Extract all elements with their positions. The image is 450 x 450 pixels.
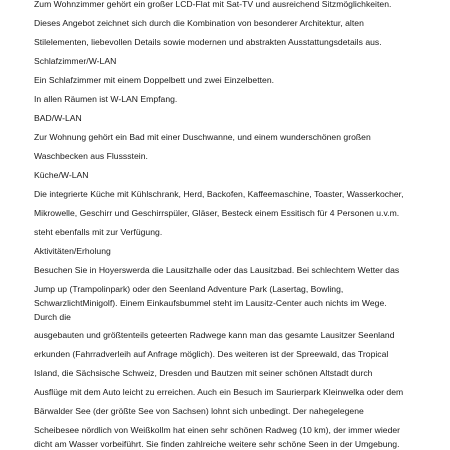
text-line: steht ebenfalls mit zur Verfügung.	[34, 227, 163, 237]
text-line: Dieses Angebot zeichnet sich durch die Kombination von besonderer Architektur, alten	[34, 18, 364, 28]
text-line: Zum Wohnzimmer gehört ein großer LCD-Flat mit Sat-TV und ausreichend Sitzmöglichkeiten.	[34, 0, 392, 9]
text-line: Die integrierte Küche mit Kühlschrank, Herd, Backofen, Kaffeemaschine, Toaster, Wasserkocher,	[34, 189, 404, 199]
text-line: Waschbecken aus Flussstein.	[34, 151, 148, 161]
text-line: Scheibesee nördlich von Weißkollm hat einen sehr schönen Radweg (10 km), der immer wieder	[34, 425, 401, 435]
text-line: Island, die Sächsische Schweiz, Dresden und Bautzen mit seiner schönen Altstadt durch	[34, 368, 373, 378]
text-line: Besuchen Sie in Hoyerswerda die Lausitzhalle oder das Lausitzbad. Bei schlechtem Wetter das	[34, 265, 400, 275]
section-heading-schlafzimmer: Schlafzimmer/W-LAN	[34, 56, 117, 66]
text-line: Ausflüge mit dem Auto leicht zu erreichen. Auch ein Besuch im Saurierpark Kleinwelka oder dem	[34, 387, 404, 397]
section-heading-bad: BAD/W-LAN	[34, 113, 82, 123]
text-line: Ein Schlafzimmer mit einem Doppelbett und zwei Einzelbetten.	[34, 75, 275, 85]
text-line: ausgebauten und größtenteils geteerten Radwege kann man das gesamte Lausitzer Seenland	[34, 330, 395, 340]
text-line: In allen Räumen ist W-LAN Empfang.	[34, 94, 178, 104]
section-heading-kueche: Küche/W-LAN	[34, 170, 89, 180]
section-heading-aktivitaeten: Aktivitäten/Erholung	[34, 246, 111, 256]
text-line: Bärwalder See (der größte See von Sachsen) lohnt sich unbedingt. Der nahegelegene	[34, 406, 364, 416]
text-line: dicht am Wasser vorbeiführt. Sie finden zahlreiche weitere sehr schöne Seen in der Umgebung.	[34, 439, 400, 449]
text-line: Zur Wohnung gehört ein Bad mit einer Duschwanne, und einem wunderschönen großen	[34, 132, 371, 142]
text-line: erkunden (Fahrradverleih auf Anfrage möglich). Des weiteren ist der Spreewald, das Tropical	[34, 349, 389, 359]
text-line: Stilelementen, liebevollen Details sowie modernen und abstrakten Ausstattungsdetails aus.	[34, 37, 382, 47]
text-line: Durch die	[34, 312, 71, 322]
text-line: SchwarzlichtMinigolf). Einem Einkaufsbummel steht im Lausitz-Center auch nichts im Wege.	[34, 298, 387, 308]
text-line: Jump up (Trampolinpark) oder den Seenland Adventure Park (Lasertag, Bowling,	[34, 284, 344, 294]
text-line: Mikrowelle, Geschirr und Geschirrspüler, Gläser, Besteck einem Essitisch für 4 Personen u.v.m.	[34, 208, 400, 218]
